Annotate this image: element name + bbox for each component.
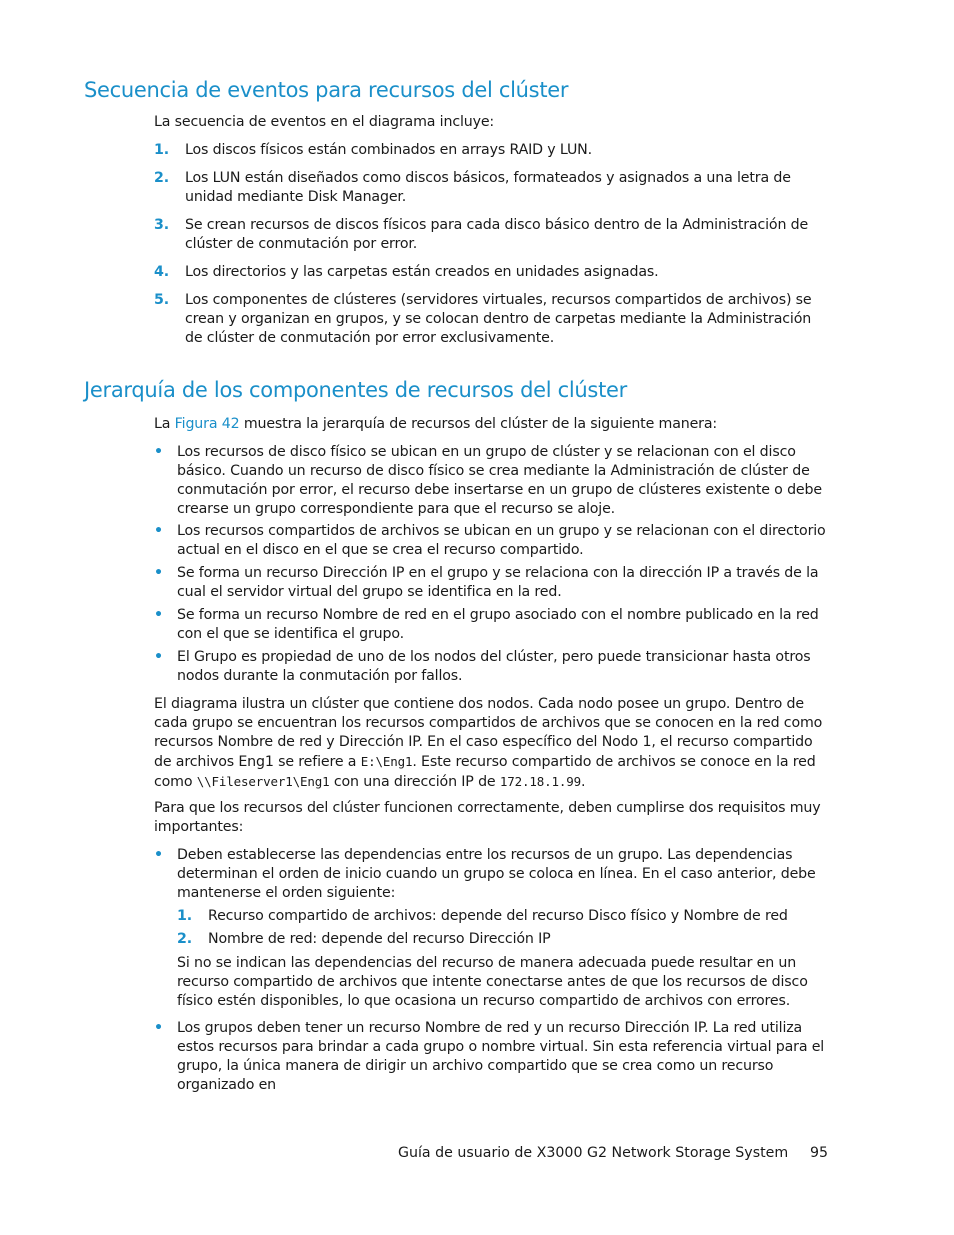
list-number: 4. [154, 264, 169, 280]
bullet-item [154, 606, 830, 644]
sub-list-item [177, 907, 830, 926]
bullet-text: Deben establecerse las dependencias entre los recursos de un grupo. Las dependencias determinan el orden de inicio cuando un grupo se coloca en línea. En el caso anterior, debe mantenerse el orden siguiente: [177, 847, 816, 901]
section-heading-hierarchy: Jerarquía de los componentes de recursos del clúster [84, 378, 627, 402]
bullet-icon: • [154, 565, 163, 581]
requirements-paragraph: Para que los recursos del clúster funcionen correctamente, deben cumplirse dos requisitos muy importantes: [154, 800, 821, 835]
page-number: 95 [810, 1145, 829, 1161]
list-item [154, 141, 830, 160]
list-text: Recurso compartido de archivos: depende del recurso Disco físico y Nombre de red [208, 908, 788, 924]
list-item [154, 291, 830, 348]
section-intro: La secuencia de eventos en el diagrama incluye: [154, 114, 495, 130]
bullet-text: Los recursos compartidos de archivos se ubican en un grupo y se relacionan con el directorio actual en el disco en el que se crea el recurso compartido. [177, 523, 826, 558]
bullet-item [154, 846, 830, 903]
bullet-text: Se forma un recurso Dirección IP en el grupo y se relaciona con la dirección IP a través de la cual el servidor virtual del grupo se identifica en la red. [177, 565, 819, 600]
list-number: 3. [154, 217, 169, 233]
list-number: 1. [177, 908, 192, 924]
para-text: . [581, 774, 586, 790]
unc-code: \\Fileserver1\Eng1 [196, 774, 330, 789]
bullet-icon: • [154, 607, 163, 623]
bullet-icon: • [154, 649, 163, 665]
bullet-item [154, 648, 830, 686]
bullet-item [154, 1019, 830, 1095]
list-item [154, 169, 830, 207]
bullet-icon: • [154, 847, 163, 863]
para-text: con una dirección IP de [329, 774, 500, 790]
bullet-text: Se forma un recurso Nombre de red en el grupo asociado con el nombre publicado en la red con el que se identifica el grupo. [177, 607, 819, 642]
list-text: Se crean recursos de discos físicos para cada disco básico dentro de la Administración de clúster de conmutación por error. [185, 217, 809, 252]
list-item [154, 216, 830, 254]
footer-title: Guía de usuario de X3000 G2 Network Storage System [398, 1145, 789, 1161]
list-number: 2. [154, 170, 169, 186]
bullet-icon: • [154, 523, 163, 539]
para-text: El diagrama ilustra un clúster que contiene dos nodos. Cada nodo posee un grupo. Dentro de cada grupo se encuentran los recursos compartidos de archivos que se conocen en la red como recursos Nombre de red y Dirección IP. En el caso específico del Nodo 1, el recurso compartido de archivos Eng1 se refiere a [154, 696, 823, 770]
para-text: . Este recurso compartido de archivos se conoce en la red como [154, 754, 816, 790]
list-text: Los LUN están diseñados como discos básicos, formateados y asignados a una letra de unidad mediante Disk Manager. [185, 170, 791, 205]
list-text: Los discos físicos están combinados en arrays RAID y LUN. [185, 142, 593, 158]
diagram-paragraph [154, 695, 830, 792]
dependency-note: Si no se indican las dependencias del recurso de manera adecuada puede resultar en un recurso compartido de archivos que intente conectarse antes de que los recursos de disco físico estén disponibles, lo que ocasiona un recurso compartido de archivos con errores. [177, 955, 808, 1009]
bullet-text: Los recursos de disco físico se ubican en un grupo de clúster y se relacionan con el disco básico. Cuando un recurso de disco físico se crea mediante la Administración de clúster de conmutación por error, el recurso debe insertarse en un grupo de clústeres existente o debe crearse un grupo correspondiente para que el recurso se aloje. [177, 444, 822, 517]
bullet-text: Los grupos deben tener un recurso Nombre de red y un recurso Dirección IP. La red utiliza estos recursos para brindar a cada grupo o nombre virtual. Sin esta referencia virtual para el grupo, la única manera de dirigir un archivo compartido que se crea como un recurso organizado en [177, 1020, 825, 1093]
list-text: Los directorios y las carpetas están creados en unidades asignadas. [185, 264, 659, 280]
list-item [154, 263, 830, 282]
intro-pre: La [154, 416, 175, 432]
list-text: Nombre de red: depende del recurso Dirección IP [208, 931, 551, 947]
section-intro [154, 415, 830, 434]
list-text: Los componentes de clústeres (servidores virtuales, recursos compartidos de archivos) se crean y organizan en grupos, y se colocan dentro de carpetas mediante la Administración de clúster de conmutación por error exclusivamente. [185, 292, 812, 346]
list-number: 5. [154, 292, 169, 308]
bullet-icon: • [154, 444, 163, 460]
bullet-text: El Grupo es propiedad de uno de los nodos del clúster, pero puede transicionar hasta otros nodos durante la conmutación por fallos. [177, 649, 811, 684]
intro-post: muestra la jerarquía de recursos del clúster de la siguiente manera: [239, 416, 718, 432]
bullet-item [154, 564, 830, 602]
path-code: E:\Eng1 [360, 754, 413, 769]
list-number: 1. [154, 142, 169, 158]
list-number: 2. [177, 931, 192, 947]
bullet-item [154, 522, 830, 560]
section-heading-sequence: Secuencia de eventos para recursos del clúster [84, 78, 569, 102]
bullet-item [154, 443, 830, 519]
bullet-icon: • [154, 1020, 163, 1036]
sub-list-item [177, 930, 830, 949]
ip-code: 172.18.1.99 [499, 774, 582, 789]
figure-link[interactable]: Figura 42 [174, 416, 240, 432]
